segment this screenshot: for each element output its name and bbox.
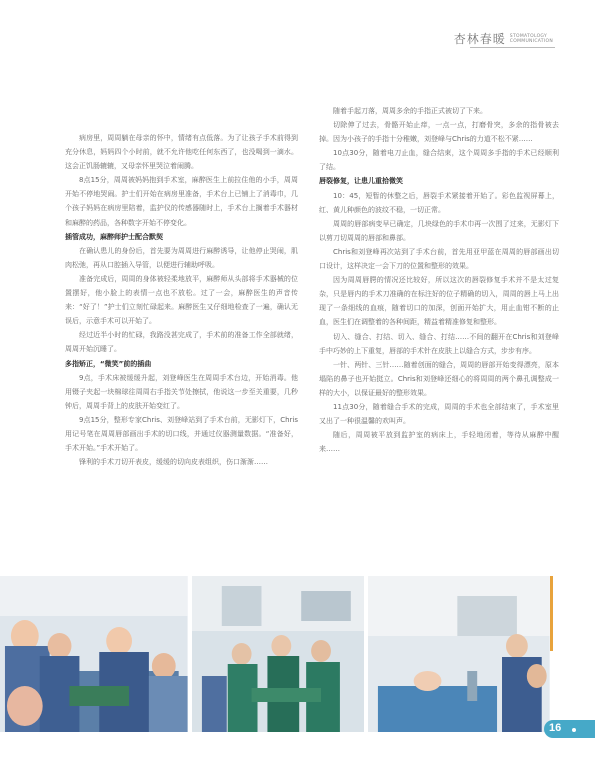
- body-paragraph: 在确认患儿的身份后，首先要为周周进行麻醉诱导，让他停止哭闹，肌肉松弛，再从口腔插入导管，以便进行辅助呼吸。: [65, 246, 298, 269]
- body-paragraph: 病房里，周周躺在母亲的怀中，情绪有点低落。为了让孩子手术前得到充分休息，妈妈四个小时前，就不允许他吃任何东西了，也没喝到一滴水。这会正饥肠辘辘，又母亲怀里哭泣着闹腾。: [65, 134, 298, 171]
- article-column-right: [319, 104, 559, 456]
- body-paragraph: 随后，周周被平放到监护室的病床上，手轻地闭着，等待从麻醉中醒来……: [319, 431, 559, 454]
- body-paragraph: 周周的唇部病变早已确定，几块绿色的手术巾再一次围了过来，无影灯下以剪刀切周周的唇部和鼻部。: [319, 219, 559, 242]
- section-heading: 插管成功，麻醉师护士配合默契: [65, 232, 163, 241]
- magazine-brand: 杏林春暖: [453, 32, 506, 46]
- page-tab-dot: [572, 728, 576, 732]
- body-paragraph: 因为周周唇腭的情况还比较好，所以这次的唇裂修复手术并不是太过复杂，只是唇内的手术刀准确的在标注好的位子精确的切入，周周的唇上马上出现了一条细线的血痕，随着切口的加深，创面开始扩大，用止血钳不断的止血，医生们在调整着的各种间距，精益着精准修复和整形。: [319, 276, 559, 327]
- body-paragraph: 9点，手术床被缓缓升起，刘登峰医生在周周手术台边，开始消毒。他用镊子夹起一块棉球往周周右手指关节处擦拭，他说这一步至关重要，几秒钟后，周周手背上的皮肤开始变红了。: [65, 373, 298, 410]
- brand-sub-line-2: COMMUNICATION: [509, 38, 553, 44]
- body-paragraph: 10点30分，随着电刀止血，缝合结束，这个周周多手指的手术已经顺利了结。: [319, 149, 559, 172]
- section-heading: 多指矫正，“微笑”前的插曲: [65, 359, 152, 368]
- photo-strip: [0, 576, 550, 732]
- header-divider: [470, 47, 555, 48]
- body-paragraph: 准备完成后，周周的身体被轻柔地放平，麻醉师从头部将手术器械的位置摆好，他小脸上的表情一点也不放松。过了一会，麻醉医生的声音传来：“好了！”护士们立刻忙碌起来。麻醉医生又仔细地检查了一遍，确认无误后，示意手术可以开始了。: [65, 274, 298, 326]
- surgery-photo-2: [192, 576, 365, 732]
- body-paragraph: 10：45，短暂的休整之后，唇裂手术紧接着开始了。彩色监视屏幕上，红、黄儿种颜色的波纹不稳，一切正常。: [319, 191, 559, 214]
- surgery-photo-1: [0, 576, 188, 732]
- body-paragraph: 切除伸了过去，骨骼开始止痒，一点一点，打磨骨突，多余的指骨被去掉。因为小孩子的手指十分稚嫩，刘登峰与Chris的力道不松不紧……: [319, 121, 559, 144]
- body-paragraph: Chris和刘登峰再次站到了手术台前，首先用亚甲蓝在周周的唇部画出切口设计，这样决定一会下刀的位置和整形的效果。: [319, 247, 559, 271]
- article-column-left: [65, 131, 298, 469]
- body-paragraph: 锋利的手术刀切开表皮，缓缓的切向皮表组织，伤口渐渐……: [79, 458, 268, 467]
- accent-bar: [550, 576, 553, 651]
- body-paragraph: 经过近半小时的忙碌，我路没甚完成了，手术前的准备工作全部就绪，周周开始沉睡了。: [65, 331, 298, 354]
- surgery-photo-3: [368, 576, 550, 732]
- body-paragraph: 9点15分，整形专家Chris、刘登峰站到了手术台前，无影灯下，Chris用记号笔在周周唇部画出手术的切口线，并通过仪器测量数据。“准备好，手术开始。”手术开始了。: [65, 415, 298, 453]
- body-paragraph: 8点15分，周周被妈妈抱到手术室，麻醉医生上前拉住他的小手，周周开始不停地哭闹。护士们开始在病房里准备，手术台上已铺上了消毒巾，几个孩子妈妈在病房里陪着，监护仪的传感器随时上，手术台上搁着手术器材和麻醉的药品，各种数字开始不停变化。: [65, 176, 298, 227]
- page-number: 16: [549, 722, 562, 734]
- brand-sub-line-1: STOMATOLOGY: [509, 33, 548, 39]
- body-paragraph: 11点30分，随着缝合手术的完成，周周的手术也全部结束了，手术室里又出了一种很温馨的欢叫声。: [319, 402, 559, 426]
- section-heading: 唇裂修复，让患儿重拾微笑: [319, 177, 403, 186]
- body-paragraph: 切入、缝合、打结、切入、缝合、打结……不间的翻开在Chris和刘登峰手中巧妙的上下重复，唇部的手术针在皮肤上以缝合方式，步步有序。: [319, 332, 559, 355]
- magazine-brand-subtitle: [510, 34, 553, 44]
- page-header: [454, 30, 553, 47]
- body-paragraph: 一针、两针、三针……随着创面的缝合，周周的唇部开始变得漂亮，原本塌陷的鼻子也开始挺立。Chris和刘登峰还细心的将周周的两个鼻孔调整成一样的大小，以保证最好的整形效果。: [319, 360, 559, 397]
- body-paragraph: 随着手起刀落，周周多余的手指正式被切了下来。: [333, 107, 487, 115]
